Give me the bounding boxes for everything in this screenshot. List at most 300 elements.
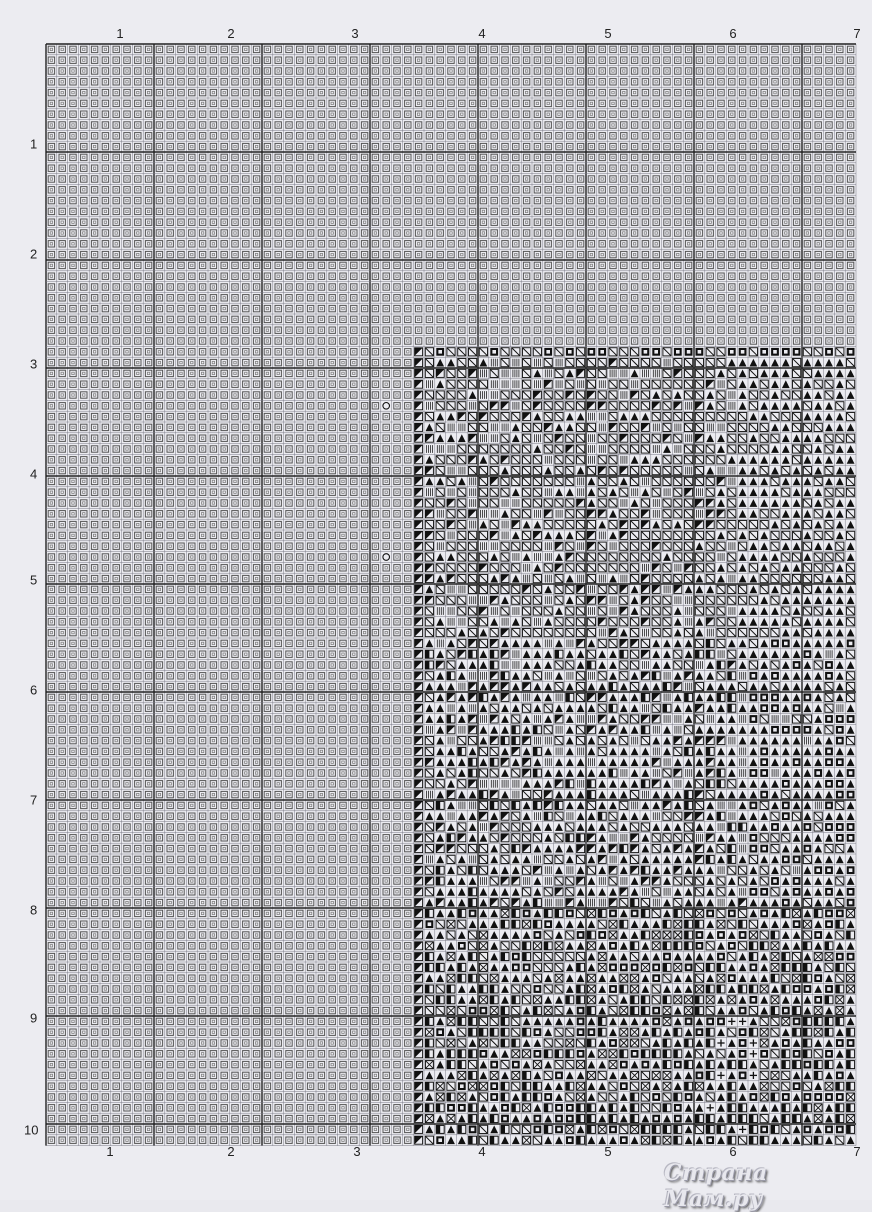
stitch-cell bbox=[113, 241, 119, 247]
stitch-cell bbox=[469, 122, 475, 128]
stitch-cell bbox=[469, 89, 475, 95]
stitch-cell bbox=[329, 327, 335, 333]
stitch-cell bbox=[394, 305, 400, 311]
stitch-cell bbox=[815, 165, 821, 171]
stitch-cell bbox=[253, 230, 259, 236]
stitch-cell bbox=[297, 295, 303, 301]
stitch-cell bbox=[739, 165, 745, 171]
stitch-cell bbox=[135, 111, 141, 117]
stitch-cell bbox=[426, 46, 432, 52]
stitch-cell bbox=[469, 338, 475, 344]
stitch-cell bbox=[729, 57, 735, 63]
stitch-cell bbox=[199, 111, 205, 117]
stitch-cell bbox=[286, 316, 292, 322]
stitch-cell bbox=[480, 327, 486, 333]
stitch-cell bbox=[750, 187, 756, 193]
stitch-cell bbox=[383, 187, 389, 193]
stitch-cell bbox=[70, 111, 76, 117]
stitch-cell bbox=[437, 68, 443, 74]
stitch-cell bbox=[642, 262, 648, 268]
stitch-cell bbox=[480, 219, 486, 225]
stitch-cell bbox=[307, 219, 313, 225]
stitch-cell bbox=[232, 262, 238, 268]
stitch-cell bbox=[804, 230, 810, 236]
stitch-cell bbox=[264, 316, 270, 322]
stitch-cell bbox=[513, 111, 519, 117]
stitch-cell bbox=[761, 143, 767, 149]
stitch-cell bbox=[631, 338, 637, 344]
stitch-cell bbox=[545, 68, 551, 74]
stitch-cell bbox=[361, 133, 367, 139]
stitch-cell bbox=[210, 197, 216, 203]
stitch-cell bbox=[793, 68, 799, 74]
stitch-cell bbox=[729, 154, 735, 160]
stitch-cell bbox=[210, 241, 216, 247]
stitch-cell bbox=[556, 262, 562, 268]
stitch-cell bbox=[567, 89, 573, 95]
stitch-cell bbox=[307, 284, 313, 290]
stitch-cell bbox=[577, 241, 583, 247]
stitch-cell bbox=[729, 197, 735, 203]
stitch-cell bbox=[405, 68, 411, 74]
stitch-cell bbox=[610, 273, 616, 279]
stitch-cell bbox=[653, 338, 659, 344]
stitch-cell bbox=[307, 154, 313, 160]
stitch-cell bbox=[750, 143, 756, 149]
stitch-cell bbox=[156, 111, 162, 117]
stitch-cell bbox=[826, 176, 832, 182]
stitch-cell bbox=[718, 100, 724, 106]
stitch-cell bbox=[351, 295, 357, 301]
stitch-cell bbox=[621, 284, 627, 290]
stitch-cell bbox=[599, 219, 605, 225]
stitch-cell bbox=[437, 219, 443, 225]
stitch-cell bbox=[750, 122, 756, 128]
stitch-cell bbox=[480, 251, 486, 257]
stitch-cell bbox=[394, 219, 400, 225]
stitch-cell bbox=[59, 154, 65, 160]
stitch-cell bbox=[264, 197, 270, 203]
stitch-cell bbox=[793, 338, 799, 344]
stitch-cell bbox=[664, 197, 670, 203]
stitch-cell bbox=[739, 68, 745, 74]
stitch-cell bbox=[588, 316, 594, 322]
stitch-cell bbox=[804, 251, 810, 257]
stitch-cell bbox=[59, 46, 65, 52]
stitch-cell bbox=[642, 165, 648, 171]
stitch-cell bbox=[642, 111, 648, 117]
stitch-cell bbox=[459, 219, 465, 225]
stitch-cell bbox=[707, 262, 713, 268]
stitch-cell bbox=[750, 208, 756, 214]
stitch-cell bbox=[696, 154, 702, 160]
stitch-cell bbox=[556, 295, 562, 301]
stitch-cell bbox=[426, 219, 432, 225]
stitch-cell bbox=[70, 46, 76, 52]
stitch-cell bbox=[459, 316, 465, 322]
stitch-cell bbox=[189, 219, 195, 225]
stitch-cell bbox=[91, 284, 97, 290]
stitch-cell bbox=[340, 122, 346, 128]
stitch-cell bbox=[459, 165, 465, 171]
stitch-cell bbox=[696, 251, 702, 257]
stitch-cell bbox=[91, 349, 97, 355]
stitch-cell bbox=[264, 262, 270, 268]
stitch-cell bbox=[394, 241, 400, 247]
stitch-cell bbox=[664, 262, 670, 268]
stitch-cell bbox=[675, 197, 681, 203]
stitch-cell bbox=[750, 100, 756, 106]
stitch-cell bbox=[469, 176, 475, 182]
stitch-cell bbox=[826, 68, 832, 74]
stitch-cell bbox=[804, 89, 810, 95]
stitch-cell bbox=[48, 262, 54, 268]
stitch-cell bbox=[772, 143, 778, 149]
stitch-cell bbox=[383, 295, 389, 301]
stitch-cell bbox=[243, 133, 249, 139]
stitch-cell bbox=[577, 219, 583, 225]
stitch-cell bbox=[783, 57, 789, 63]
stitch-cell bbox=[739, 100, 745, 106]
stitch-cell bbox=[545, 241, 551, 247]
stitch-cell bbox=[286, 133, 292, 139]
stitch-cell bbox=[696, 68, 702, 74]
stitch-cell bbox=[491, 122, 497, 128]
stitch-cell bbox=[480, 230, 486, 236]
stitch-cell bbox=[718, 165, 724, 171]
stitch-cell bbox=[826, 57, 832, 63]
stitch-cell bbox=[502, 241, 508, 247]
stitch-cell bbox=[631, 187, 637, 193]
stitch-cell bbox=[577, 68, 583, 74]
stitch-cell bbox=[448, 197, 454, 203]
stitch-cell bbox=[329, 284, 335, 290]
stitch-cell bbox=[264, 89, 270, 95]
stitch-cell bbox=[264, 68, 270, 74]
stitch-cell bbox=[275, 57, 281, 63]
stitch-cell bbox=[685, 197, 691, 203]
stitch-cell bbox=[372, 208, 378, 214]
stitch-cell bbox=[113, 338, 119, 344]
stitch-cell bbox=[523, 176, 529, 182]
stitch-cell bbox=[534, 165, 540, 171]
stitch-cell bbox=[772, 57, 778, 63]
stitch-cell bbox=[178, 111, 184, 117]
stitch-cell bbox=[793, 316, 799, 322]
stitch-cell bbox=[491, 111, 497, 117]
stitch-cell bbox=[318, 57, 324, 63]
stitch-cell bbox=[59, 197, 65, 203]
stitch-cell bbox=[81, 219, 87, 225]
stitch-cell bbox=[286, 305, 292, 311]
stitch-cell bbox=[124, 111, 130, 117]
stitch-cell bbox=[178, 165, 184, 171]
stitch-cell bbox=[739, 219, 745, 225]
stitch-cell bbox=[599, 273, 605, 279]
stitch-cell bbox=[577, 251, 583, 257]
stitch-cell bbox=[469, 241, 475, 247]
stitch-cell bbox=[372, 305, 378, 311]
stitch-cell bbox=[383, 273, 389, 279]
stitch-cell bbox=[340, 57, 346, 63]
stitch-cell bbox=[815, 133, 821, 139]
stitch-cell bbox=[847, 122, 853, 128]
stitch-cell bbox=[513, 262, 519, 268]
stitch-cell bbox=[329, 165, 335, 171]
stitch-cell bbox=[631, 284, 637, 290]
stitch-cell bbox=[405, 165, 411, 171]
stitch-cell bbox=[405, 305, 411, 311]
stitch-cell bbox=[826, 219, 832, 225]
stitch-cell bbox=[696, 305, 702, 311]
stitch-cell bbox=[685, 230, 691, 236]
stitch-cell bbox=[718, 143, 724, 149]
stitch-cell bbox=[178, 187, 184, 193]
stitch-cell bbox=[81, 273, 87, 279]
stitch-cell bbox=[588, 284, 594, 290]
stitch-cell bbox=[631, 176, 637, 182]
stitch-cell bbox=[415, 284, 421, 290]
stitch-cell bbox=[340, 187, 346, 193]
stitch-cell bbox=[91, 197, 97, 203]
stitch-cell bbox=[783, 273, 789, 279]
stitch-cell bbox=[426, 89, 432, 95]
stitch-cell bbox=[837, 338, 843, 344]
stitch-cell bbox=[102, 230, 108, 236]
stitch-cell bbox=[750, 327, 756, 333]
stitch-cell bbox=[685, 273, 691, 279]
stitch-cell bbox=[394, 316, 400, 322]
stitch-cell bbox=[102, 154, 108, 160]
stitch-cell bbox=[610, 208, 616, 214]
stitch-cell bbox=[361, 122, 367, 128]
stitch-cell bbox=[675, 89, 681, 95]
stitch-cell bbox=[383, 154, 389, 160]
stitch-cell bbox=[837, 57, 843, 63]
stitch-cell bbox=[351, 305, 357, 311]
stitch-cell bbox=[847, 219, 853, 225]
stitch-cell bbox=[329, 154, 335, 160]
stitch-cell bbox=[653, 230, 659, 236]
stitch-cell bbox=[523, 273, 529, 279]
stitch-cell bbox=[523, 100, 529, 106]
stitch-cell bbox=[81, 305, 87, 311]
stitch-cell bbox=[437, 143, 443, 149]
stitch-cell bbox=[729, 46, 735, 52]
stitch-cell bbox=[847, 68, 853, 74]
stitch-cell bbox=[48, 197, 54, 203]
stitch-cell bbox=[653, 241, 659, 247]
stitch-cell bbox=[577, 100, 583, 106]
stitch-cell bbox=[286, 111, 292, 117]
stitch-cell bbox=[556, 230, 562, 236]
stitch-cell bbox=[232, 197, 238, 203]
stitch-cell bbox=[750, 251, 756, 257]
stitch-cell bbox=[286, 187, 292, 193]
stitch-cell bbox=[189, 338, 195, 344]
stitch-cell bbox=[631, 133, 637, 139]
stitch-cell bbox=[707, 154, 713, 160]
stitch-cell bbox=[739, 262, 745, 268]
stitch-cell bbox=[761, 208, 767, 214]
stitch-cell bbox=[372, 251, 378, 257]
stitch-cell bbox=[610, 327, 616, 333]
stitch-cell bbox=[437, 241, 443, 247]
stitch-cell bbox=[210, 165, 216, 171]
stitch-cell bbox=[113, 251, 119, 257]
stitch-cell bbox=[621, 79, 627, 85]
stitch-cell bbox=[156, 79, 162, 85]
stitch-cell bbox=[275, 89, 281, 95]
stitch-cell bbox=[448, 295, 454, 301]
stitch-cell bbox=[199, 284, 205, 290]
stitch-cell bbox=[340, 295, 346, 301]
stitch-cell bbox=[264, 165, 270, 171]
stitch-cell bbox=[199, 154, 205, 160]
stitch-cell bbox=[361, 219, 367, 225]
stitch-cell bbox=[837, 154, 843, 160]
stitch-cell bbox=[545, 251, 551, 257]
stitch-cell bbox=[48, 79, 54, 85]
stitch-cell bbox=[804, 284, 810, 290]
stitch-cell bbox=[642, 122, 648, 128]
stitch-cell bbox=[469, 100, 475, 106]
stitch-cell bbox=[167, 338, 173, 344]
stitch-cell bbox=[156, 143, 162, 149]
stitch-cell bbox=[729, 100, 735, 106]
stitch-cell bbox=[156, 68, 162, 74]
stitch-cell bbox=[577, 133, 583, 139]
stitch-cell bbox=[567, 273, 573, 279]
stitch-cell bbox=[534, 122, 540, 128]
stitch-cell bbox=[232, 338, 238, 344]
stitch-cell bbox=[81, 197, 87, 203]
stitch-cell bbox=[232, 122, 238, 128]
stitch-cell bbox=[664, 143, 670, 149]
stitch-cell bbox=[48, 154, 54, 160]
stitch-cell bbox=[135, 133, 141, 139]
stitch-cell bbox=[815, 316, 821, 322]
stitch-cell bbox=[102, 305, 108, 311]
stitch-cell bbox=[567, 327, 573, 333]
stitch-cell bbox=[513, 122, 519, 128]
stitch-cell bbox=[318, 89, 324, 95]
stitch-cell bbox=[448, 100, 454, 106]
stitch-cell bbox=[91, 143, 97, 149]
stitch-cell bbox=[707, 176, 713, 182]
stitch-cell bbox=[459, 68, 465, 74]
stitch-cell bbox=[361, 241, 367, 247]
stitch-cell bbox=[545, 262, 551, 268]
stitch-cell bbox=[145, 133, 151, 139]
stitch-cell bbox=[243, 154, 249, 160]
stitch-cell bbox=[221, 111, 227, 117]
stitch-cell bbox=[804, 68, 810, 74]
stitch-cell bbox=[405, 46, 411, 52]
stitch-cell bbox=[102, 165, 108, 171]
stitch-cell bbox=[145, 187, 151, 193]
stitch-cell bbox=[480, 262, 486, 268]
stitch-cell bbox=[383, 165, 389, 171]
stitch-cell bbox=[502, 219, 508, 225]
stitch-cell bbox=[124, 338, 130, 344]
stitch-cell bbox=[221, 176, 227, 182]
stitch-cell bbox=[91, 251, 97, 257]
stitch-cell bbox=[826, 46, 832, 52]
stitch-cell bbox=[318, 197, 324, 203]
stitch-cell bbox=[199, 176, 205, 182]
stitch-cell bbox=[91, 111, 97, 117]
stitch-cell bbox=[631, 305, 637, 311]
stitch-cell bbox=[232, 295, 238, 301]
stitch-cell bbox=[761, 68, 767, 74]
stitch-cell bbox=[253, 338, 259, 344]
stitch-cell bbox=[837, 284, 843, 290]
stitch-cell bbox=[772, 327, 778, 333]
stitch-cell bbox=[761, 251, 767, 257]
stitch-cell bbox=[210, 251, 216, 257]
stitch-cell bbox=[502, 176, 508, 182]
stitch-cell bbox=[826, 197, 832, 203]
stitch-cell bbox=[243, 230, 249, 236]
stitch-cell bbox=[145, 197, 151, 203]
stitch-cell bbox=[351, 241, 357, 247]
stitch-cell bbox=[102, 327, 108, 333]
stitch-cell bbox=[156, 57, 162, 63]
stitch-cell bbox=[59, 176, 65, 182]
stitch-cell bbox=[135, 46, 141, 52]
stitch-cell bbox=[707, 122, 713, 128]
stitch-cell bbox=[448, 133, 454, 139]
stitch-cell bbox=[394, 111, 400, 117]
stitch-cell bbox=[135, 284, 141, 290]
stitch-cell bbox=[588, 273, 594, 279]
stitch-cell bbox=[772, 284, 778, 290]
stitch-cell bbox=[210, 122, 216, 128]
stitch-cell bbox=[383, 79, 389, 85]
stitch-cell bbox=[156, 316, 162, 322]
stitch-cell bbox=[318, 305, 324, 311]
stitch-cell bbox=[372, 241, 378, 247]
stitch-cell bbox=[718, 338, 724, 344]
stitch-cell bbox=[642, 230, 648, 236]
stitch-cell bbox=[707, 187, 713, 193]
stitch-cell bbox=[275, 68, 281, 74]
stitch-cell bbox=[718, 262, 724, 268]
stitch-cell bbox=[577, 165, 583, 171]
stitch-cell bbox=[685, 143, 691, 149]
stitch-cell bbox=[210, 68, 216, 74]
stitch-cell bbox=[415, 46, 421, 52]
stitch-cell bbox=[351, 176, 357, 182]
stitch-cell bbox=[113, 143, 119, 149]
stitch-cell bbox=[815, 122, 821, 128]
stitch-cell bbox=[124, 100, 130, 106]
stitch-cell bbox=[426, 273, 432, 279]
stitch-cell bbox=[793, 133, 799, 139]
stitch-cell bbox=[523, 262, 529, 268]
stitch-cell bbox=[383, 68, 389, 74]
stitch-cell bbox=[81, 143, 87, 149]
stitch-cell bbox=[685, 262, 691, 268]
stitch-cell bbox=[664, 176, 670, 182]
stitch-cell bbox=[124, 79, 130, 85]
stitch-cell bbox=[135, 68, 141, 74]
stitch-cell bbox=[491, 230, 497, 236]
stitch-cell bbox=[340, 197, 346, 203]
stitch-cell bbox=[577, 187, 583, 193]
stitch-cell bbox=[761, 305, 767, 311]
